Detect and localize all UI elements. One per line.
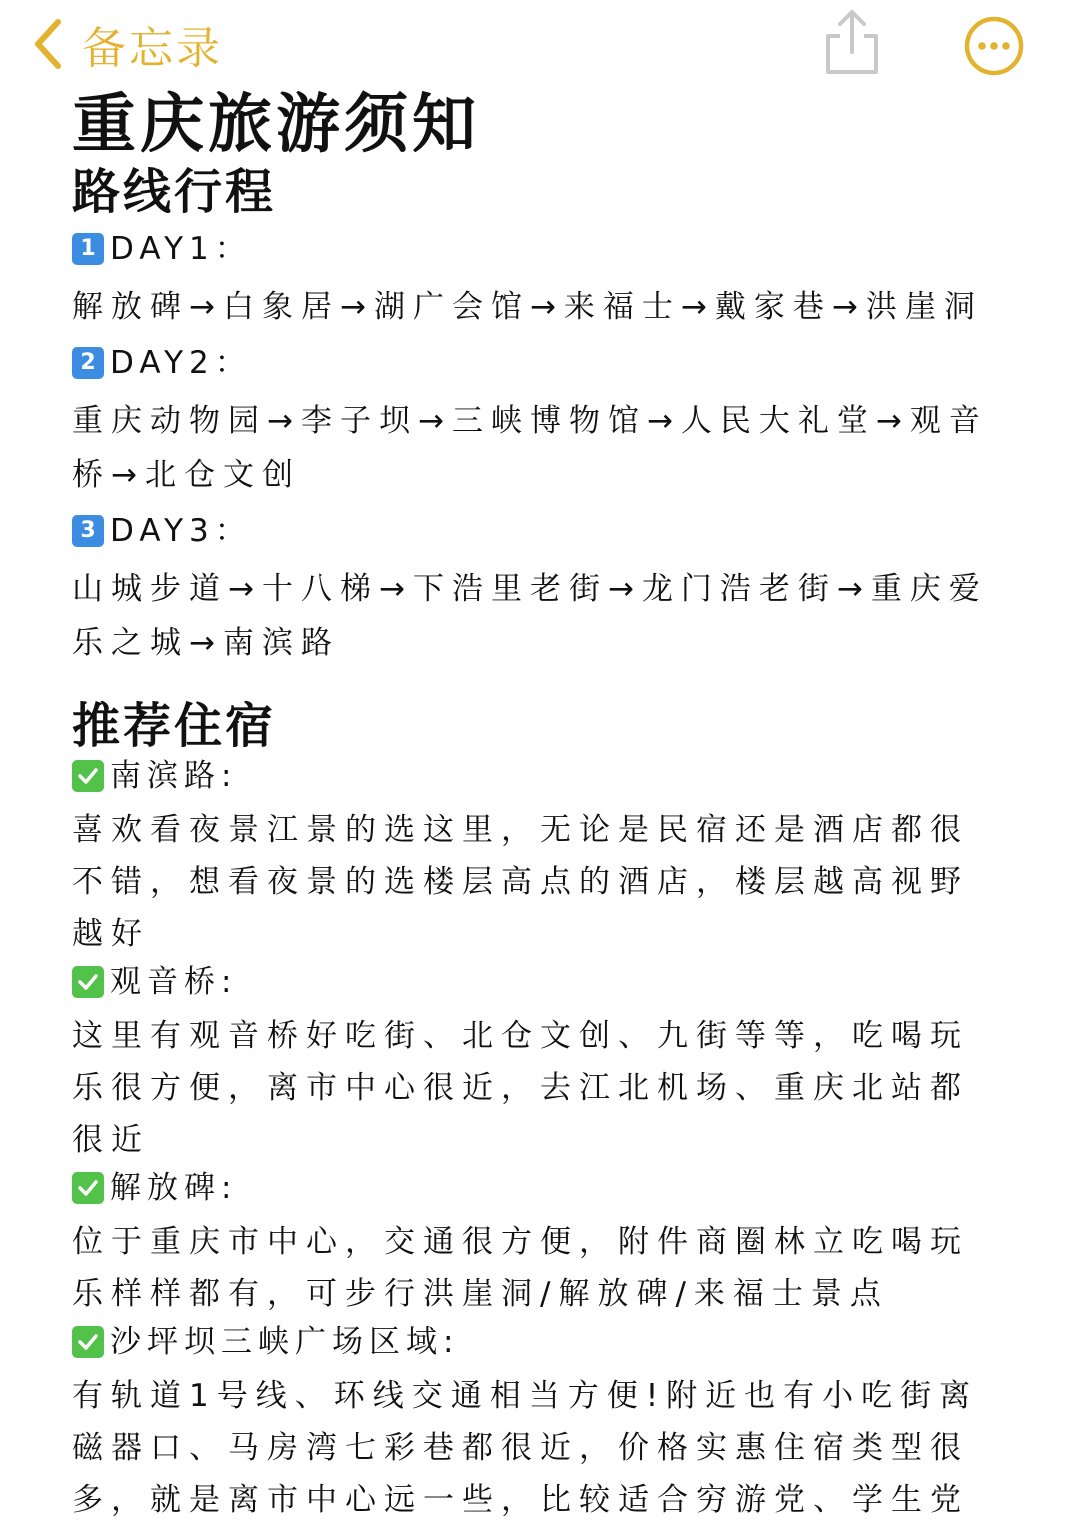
area-label-text: 沙坪坝三峡广场区域:: [110, 1324, 460, 1360]
number-1-icon: 1: [72, 233, 104, 265]
check-mark-icon: [72, 760, 104, 792]
check-mark-icon: [72, 1172, 104, 1204]
check-mark-icon: [72, 1326, 104, 1358]
section-heading-lodging: 推荐住宿: [72, 698, 277, 754]
itinerary-day: [72, 510, 1002, 670]
lodging-area: [72, 754, 1002, 960]
day-label: [72, 510, 1002, 552]
number-2-icon: 2: [72, 347, 104, 379]
day-route: 解放碑→白象居→湖广会馆→来福士→戴家巷→洪崖洞: [72, 289, 983, 325]
area-label: [72, 1166, 1002, 1210]
area-label: [72, 960, 1002, 1004]
navigation-bar: [0, 0, 1080, 90]
chevron-left-icon: [30, 16, 64, 72]
area-label: [72, 1320, 1002, 1364]
area-description: 这里有观音桥好吃街、北仓文创、九街等等，吃喝玩乐很方便，离市中心很近，去江北机场、重庆北站都很近: [72, 1018, 969, 1158]
day-label-text: DAY2：: [110, 345, 252, 381]
share-icon: [820, 6, 884, 78]
number-3-icon: 3: [72, 515, 104, 547]
back-label: 备忘录: [82, 23, 223, 74]
share-button[interactable]: [820, 6, 884, 78]
area-description: 有轨道1号线、环线交通相当方便!附近也有小吃街离磁器口、马房湾七彩巷都很近，价格实惠住宿类型很多，就是离市中心远一些，比较适合穷游党、学生党: [72, 1378, 979, 1518]
note-body[interactable]: [72, 88, 1002, 1526]
back-button[interactable]: [30, 14, 223, 74]
area-description: 位于重庆市中心，交通很方便，附件商圈林立吃喝玩乐样样都有，可步行洪崖洞/解放碑/来福士景点: [72, 1224, 969, 1312]
more-button[interactable]: [962, 14, 1026, 78]
check-mark-icon: [72, 966, 104, 998]
day-label: [72, 228, 1002, 270]
area-label: [72, 754, 1002, 798]
lodging-area: [72, 1166, 1002, 1320]
area-label-text: 观音桥:: [110, 964, 238, 1000]
itinerary-day: [72, 228, 1002, 334]
day-route: 重庆动物园→李子坝→三峡博物馆→人民大礼堂→观音桥→北仓文创: [72, 403, 988, 493]
area-label-text: 解放碑:: [110, 1170, 238, 1206]
section-heading-itinerary: 路线行程: [72, 164, 277, 220]
ellipsis-circle-icon: [962, 14, 1026, 78]
lodging-area: [72, 1320, 1002, 1526]
day-route: 山城步道→十八梯→下浩里老街→龙门浩老街→重庆爱乐之城→南滨路: [72, 571, 988, 661]
area-label-text: 南滨路:: [110, 758, 238, 794]
itinerary-day: [72, 342, 1002, 502]
note-title: 重庆旅游须知: [72, 88, 480, 162]
lodging-area: [72, 960, 1002, 1166]
day-label: [72, 342, 1002, 384]
day-label-text: DAY1：: [110, 231, 252, 267]
day-label-text: DAY3：: [110, 513, 252, 549]
area-description: 喜欢看夜景江景的选这里，无论是民宿还是酒店都很不错，想看夜景的选楼层高点的酒店，楼层越高视野越好: [72, 812, 969, 952]
